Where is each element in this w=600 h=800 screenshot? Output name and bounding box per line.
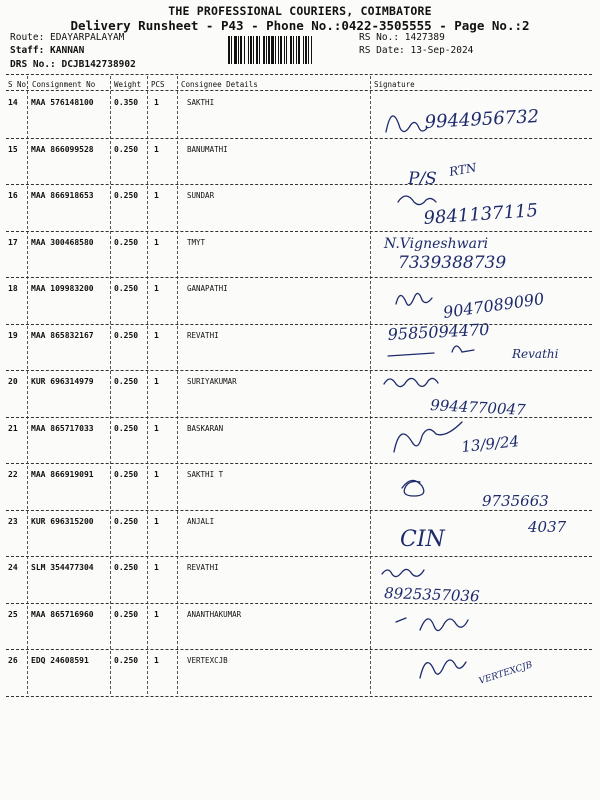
table-row <box>0 418 600 465</box>
row-consignee: BANUMATHI <box>187 144 228 154</box>
row-weight: 0.250 <box>114 563 139 572</box>
table-row <box>0 139 600 186</box>
row-consignee: TMYT <box>187 237 206 247</box>
row-consignee: GANAPATHI <box>187 284 228 293</box>
header-pcs: PCS <box>151 80 165 89</box>
row-weight: 0.250 <box>114 144 139 154</box>
barcode-bar <box>240 36 242 64</box>
handwriting-text: 9944770047 <box>429 396 527 419</box>
row-consignee: SUNDAR <box>187 191 215 200</box>
row-sno: 22 <box>8 470 18 479</box>
row-weight: 0.350 <box>114 98 139 107</box>
handwriting-text: P/S <box>408 169 437 189</box>
row-weight: 0.250 <box>114 423 139 433</box>
row-sno: 19 <box>8 330 18 340</box>
runsheet-title: Delivery Runsheet - P43 - Phone No.:0422-3505555 - Page No.:2 <box>70 18 530 33</box>
handwriting-text: 9735663 <box>482 492 549 510</box>
row-sno: 18 <box>8 284 18 293</box>
row-weight: 0.250 <box>114 470 139 479</box>
row-consignee: ANJALI <box>187 516 215 526</box>
barcode-bar <box>290 36 292 64</box>
row-sno: 20 <box>8 377 18 386</box>
row-pcs: 1 <box>154 377 159 386</box>
row-sno: 15 <box>8 144 18 154</box>
row-consignment-no: MAA 865717033 <box>31 423 94 433</box>
barcode-bar <box>308 36 309 64</box>
row-weight: 0.250 <box>114 191 139 200</box>
header-signature: Signature <box>374 80 415 89</box>
barcode-bar <box>231 36 232 64</box>
table-row <box>0 464 600 511</box>
table-row <box>0 650 600 697</box>
row-consignee: BASKARAN <box>187 423 224 433</box>
row-weight: 0.250 <box>114 609 139 619</box>
barcode-bar <box>228 36 230 64</box>
drs-number: DRS No.: DCJB142738902 <box>10 59 136 70</box>
row-pcs: 1 <box>154 423 159 433</box>
handwriting-text: 9841137115 <box>422 200 539 229</box>
row-pcs: 1 <box>154 609 159 619</box>
staff-label: Staff: KANNAN <box>10 45 85 56</box>
table-row <box>0 325 600 372</box>
row-pcs: 1 <box>154 516 159 526</box>
barcode-bar <box>311 36 312 64</box>
barcode-bar <box>238 36 239 64</box>
row-weight: 0.250 <box>114 377 139 386</box>
handwriting-text: 9944956732 <box>424 106 540 133</box>
barcode-bar <box>275 36 276 64</box>
barcode-bar <box>253 36 254 64</box>
row-consignee: REVATHI <box>187 330 219 340</box>
handwriting-text: 7339388739 <box>398 253 507 273</box>
barcode-bar <box>286 36 287 64</box>
table-top-rule <box>6 74 592 75</box>
table-row <box>0 557 600 604</box>
rs-date: RS Date: 13-Sep-2024 <box>359 45 474 56</box>
row-sno: 17 <box>8 237 18 247</box>
barcode-bar <box>280 36 282 64</box>
barcode-bar <box>305 36 307 64</box>
row-sno: 16 <box>8 191 18 200</box>
row-weight: 0.250 <box>114 330 139 340</box>
barcode-bar <box>284 36 285 64</box>
handwriting-text: 4037 <box>528 518 567 536</box>
handwriting-text: 13/9/24 <box>460 432 520 456</box>
header-consignee-details: Consignee Details <box>181 80 258 89</box>
handwriting-text: CIN <box>400 527 445 552</box>
row-sno: 23 <box>8 516 18 526</box>
row-weight: 0.250 <box>114 516 139 526</box>
row-consignment-no: SLM 354477304 <box>31 563 94 572</box>
row-consignee: SAKTHI <box>187 98 215 107</box>
barcode-bar <box>248 36 249 64</box>
row-pcs: 1 <box>154 656 159 665</box>
row-weight: 0.250 <box>114 656 139 665</box>
barcode-bar <box>266 36 267 64</box>
barcode-bar <box>296 36 297 64</box>
row-weight: 0.250 <box>114 284 139 293</box>
barcode-image <box>228 36 354 64</box>
row-pcs: 1 <box>154 191 159 200</box>
barcode-bar <box>256 36 258 64</box>
handwriting-text: N.Vigneshwari <box>384 236 489 252</box>
row-consignment-no: MAA 866918653 <box>31 191 94 200</box>
table-row <box>0 604 600 651</box>
handwriting-text: 8925357036 <box>383 584 480 606</box>
barcode-bar <box>234 36 237 64</box>
row-pcs: 1 <box>154 237 159 247</box>
row-consignee: ANANTHAKUMAR <box>187 609 242 619</box>
row-pcs: 1 <box>154 284 159 293</box>
table-row <box>0 185 600 232</box>
row-sno: 14 <box>8 98 18 107</box>
rs-number: RS No.: 1427389 <box>359 32 445 43</box>
table-row <box>0 232 600 279</box>
barcode-bar <box>271 36 274 64</box>
barcode-bar <box>259 36 260 64</box>
row-consignment-no: MAA 866919091 <box>31 470 94 479</box>
handwriting-text: VERTEXCJB <box>477 660 534 687</box>
barcode-bar <box>268 36 270 64</box>
barcode-bar <box>244 36 245 64</box>
row-consignment-no: KUR 696315200 <box>31 516 94 526</box>
handwriting-text: Revathi <box>512 347 559 361</box>
row-consignment-no: MAA 865832167 <box>31 330 94 340</box>
header-sno: S No <box>8 80 27 89</box>
row-sno: 24 <box>8 563 18 572</box>
row-consignee: SAKTHI T <box>187 470 224 479</box>
table-row <box>0 511 600 558</box>
header-bottom-rule <box>6 90 592 91</box>
row-pcs: 1 <box>154 470 159 479</box>
table-row <box>0 371 600 418</box>
row-pcs: 1 <box>154 144 159 154</box>
barcode-bar <box>293 36 294 64</box>
barcode-bar <box>278 36 279 64</box>
header-consignment-no: Consignment No <box>32 80 96 89</box>
barcode-bar <box>303 36 304 64</box>
row-consignee: VERTEXCJB <box>187 656 228 665</box>
row-consignee: SURIYAKUMAR <box>187 377 237 386</box>
row-consignment-no: EDQ 24608591 <box>31 656 89 665</box>
handwriting-text: RTN <box>448 160 478 179</box>
row-consignment-no: MAA 300468580 <box>31 237 94 247</box>
row-consignee: REVATHI <box>187 563 219 572</box>
barcode-bar <box>250 36 252 64</box>
row-consignment-no: MAA 865716960 <box>31 609 94 619</box>
row-separator <box>6 696 592 697</box>
row-consignment-no: MAA 866099528 <box>31 144 94 154</box>
row-consignment-no: KUR 696314979 <box>31 377 94 386</box>
row-pcs: 1 <box>154 563 159 572</box>
row-sno: 26 <box>8 656 18 665</box>
route-label: Route: EDAYARPALAYAM <box>10 32 125 43</box>
barcode-bar <box>263 36 265 64</box>
row-consignment-no: MAA 576148100 <box>31 98 94 107</box>
company-title: THE PROFESSIONAL COURIERS, COIMBATORE <box>168 4 432 18</box>
row-sno: 21 <box>8 423 18 433</box>
table-row <box>0 92 600 139</box>
table-row <box>0 278 600 325</box>
row-consignment-no: MAA 109983200 <box>31 284 94 293</box>
header-weight: Weight <box>114 80 142 89</box>
handwriting-text: 9047089090 <box>441 288 546 322</box>
row-weight: 0.250 <box>114 237 139 247</box>
row-pcs: 1 <box>154 98 159 107</box>
row-sno: 25 <box>8 609 18 619</box>
row-pcs: 1 <box>154 330 159 340</box>
barcode-bar <box>298 36 300 64</box>
handwriting-text: 9585094470 <box>387 319 490 344</box>
